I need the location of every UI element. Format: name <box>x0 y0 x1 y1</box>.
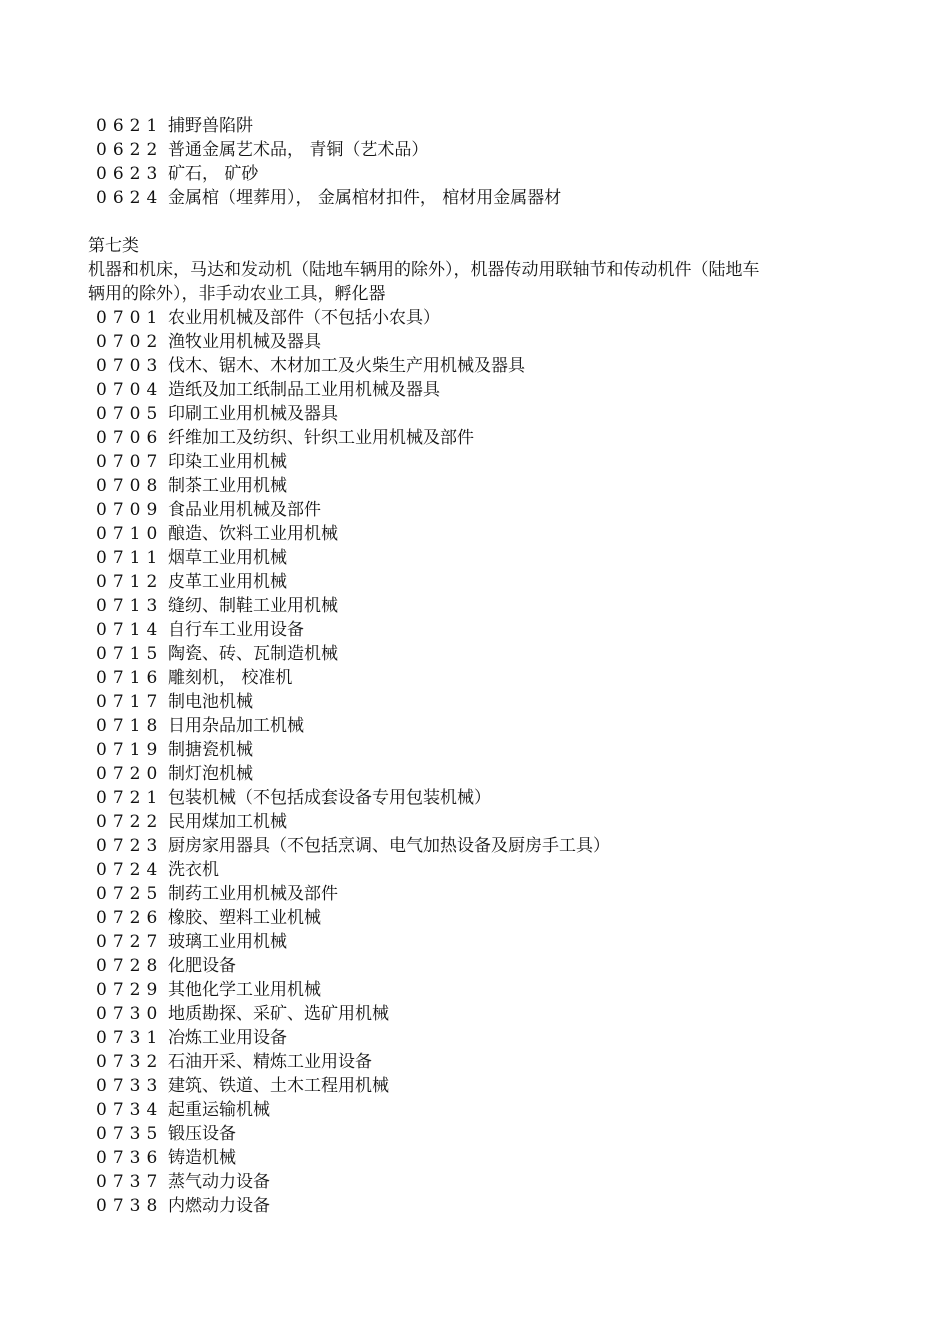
item-code: 0704 <box>96 380 164 400</box>
item-text: 自行车工业用设备 <box>168 620 304 640</box>
item-code: 0715 <box>96 644 164 664</box>
list-item <box>88 498 868 522</box>
list-item <box>88 1026 868 1050</box>
item-text: 食品业用机械及部件 <box>168 500 321 520</box>
list-item <box>88 354 868 378</box>
item-code: 0733 <box>96 1076 164 1096</box>
list-item <box>88 714 868 738</box>
list-item <box>88 378 868 402</box>
item-code: 0701 <box>96 308 164 328</box>
item-text: 酿造、饮料工业用机械 <box>168 524 338 544</box>
item-text: 橡胶、塑料工业机械 <box>168 908 321 928</box>
class-item-list <box>88 306 868 1218</box>
list-item <box>88 474 868 498</box>
list-item <box>88 1122 868 1146</box>
item-text: 石油开采、精炼工业用设备 <box>168 1052 372 1072</box>
item-code: 0723 <box>96 836 164 856</box>
item-code: 0732 <box>96 1052 164 1072</box>
list-item <box>88 786 868 810</box>
list-item <box>88 1098 868 1122</box>
item-text: 制搪瓷机械 <box>168 740 253 760</box>
list-item <box>88 1074 868 1098</box>
item-code: 0718 <box>96 716 164 736</box>
item-text: 玻璃工业用机械 <box>168 932 287 952</box>
list-item <box>88 882 868 906</box>
list-item <box>88 978 868 1002</box>
item-text: 地质勘探、采矿、选矿用机械 <box>168 1004 389 1024</box>
class-seven-section <box>88 234 868 1218</box>
item-text: 铸造机械 <box>168 1148 236 1168</box>
list-item <box>88 162 868 186</box>
item-code: 0737 <box>96 1172 164 1192</box>
item-code: 0623 <box>96 164 164 184</box>
item-text: 厨房家用器具（不包括烹调、电气加热设备及厨房手工具） <box>168 836 610 856</box>
item-text: 印染工业用机械 <box>168 452 287 472</box>
item-code: 0725 <box>96 884 164 904</box>
list-item <box>88 306 868 330</box>
item-code: 0738 <box>96 1196 164 1216</box>
item-text: 雕刻机， 校准机 <box>168 668 293 688</box>
item-text: 农业用机械及部件（不包括小农具） <box>168 308 440 328</box>
item-text: 普通金属艺术品， 青铜（艺术品） <box>168 140 429 160</box>
item-code: 0730 <box>96 1004 164 1024</box>
item-text: 日用杂品加工机械 <box>168 716 304 736</box>
item-code: 0624 <box>96 188 164 208</box>
list-item <box>88 930 868 954</box>
item-code: 0709 <box>96 500 164 520</box>
item-code: 0722 <box>96 812 164 832</box>
item-text: 冶炼工业用设备 <box>168 1028 287 1048</box>
item-text: 内燃动力设备 <box>168 1196 270 1216</box>
item-code: 0712 <box>96 572 164 592</box>
item-text: 造纸及加工纸制品工业用机械及器具 <box>168 380 440 400</box>
item-text: 渔牧业用机械及器具 <box>168 332 321 352</box>
list-item <box>88 402 868 426</box>
item-code: 0729 <box>96 980 164 1000</box>
item-code: 0716 <box>96 668 164 688</box>
item-code: 0705 <box>96 404 164 424</box>
item-code: 0706 <box>96 428 164 448</box>
list-item <box>88 858 868 882</box>
item-text: 民用煤加工机械 <box>168 812 287 832</box>
previous-class-items <box>88 114 868 210</box>
item-code: 0707 <box>96 452 164 472</box>
item-text: 烟草工业用机械 <box>168 548 287 568</box>
list-item <box>88 738 868 762</box>
item-code: 0714 <box>96 620 164 640</box>
item-text: 捕野兽陷阱 <box>168 116 253 136</box>
item-code: 0703 <box>96 356 164 376</box>
list-item <box>88 594 868 618</box>
item-code: 0736 <box>96 1148 164 1168</box>
item-code: 0708 <box>96 476 164 496</box>
list-item <box>88 642 868 666</box>
list-item <box>88 1002 868 1026</box>
item-text: 金属棺（埋葬用）， 金属棺材扣件， 棺材用金属器材 <box>168 188 562 208</box>
item-text: 锻压设备 <box>168 1124 236 1144</box>
item-text: 制电池机械 <box>168 692 253 712</box>
list-item <box>88 114 868 138</box>
list-item <box>88 522 868 546</box>
class-description-line-2: 辆用的除外），非手动农业工具，孵化器 <box>88 284 386 304</box>
list-item <box>88 1050 868 1074</box>
item-code: 0710 <box>96 524 164 544</box>
item-text: 洗衣机 <box>168 860 219 880</box>
item-text: 皮革工业用机械 <box>168 572 287 592</box>
item-code: 0735 <box>96 1124 164 1144</box>
item-text: 起重运输机械 <box>168 1100 270 1120</box>
list-item <box>88 330 868 354</box>
list-item <box>88 138 868 162</box>
list-item <box>88 762 868 786</box>
item-code: 0726 <box>96 908 164 928</box>
list-item <box>88 954 868 978</box>
item-code: 0720 <box>96 764 164 784</box>
item-text: 印刷工业用机械及器具 <box>168 404 338 424</box>
list-item <box>88 666 868 690</box>
class-description-line-1: 机器和机床，马达和发动机（陆地车辆用的除外），机器传动用联轴节和传动机件（陆地车 <box>88 260 760 280</box>
list-item <box>88 1146 868 1170</box>
item-code: 0713 <box>96 596 164 616</box>
item-text: 其他化学工业用机械 <box>168 980 321 1000</box>
list-item <box>88 1194 868 1218</box>
list-item <box>88 570 868 594</box>
list-item <box>88 810 868 834</box>
list-item <box>88 546 868 570</box>
item-text: 陶瓷、砖、瓦制造机械 <box>168 644 338 664</box>
item-text: 建筑、铁道、土木工程用机械 <box>168 1076 389 1096</box>
item-code: 0702 <box>96 332 164 352</box>
item-code: 0731 <box>96 1028 164 1048</box>
item-text: 矿石， 矿砂 <box>168 164 259 184</box>
item-code: 0724 <box>96 860 164 880</box>
item-text: 制灯泡机械 <box>168 764 253 784</box>
list-item <box>88 186 868 210</box>
list-item <box>88 618 868 642</box>
item-text: 制茶工业用机械 <box>168 476 287 496</box>
list-item <box>88 450 868 474</box>
item-code: 0711 <box>96 548 164 568</box>
item-code: 0728 <box>96 956 164 976</box>
list-item <box>88 690 868 714</box>
item-code: 0727 <box>96 932 164 952</box>
item-text: 蒸气动力设备 <box>168 1172 270 1192</box>
item-text: 化肥设备 <box>168 956 236 976</box>
item-text: 包装机械（不包括成套设备专用包装机械） <box>168 788 491 808</box>
item-code: 0621 <box>96 116 164 136</box>
list-item <box>88 426 868 450</box>
item-code: 0622 <box>96 140 164 160</box>
list-item <box>88 906 868 930</box>
item-code: 0717 <box>96 692 164 712</box>
list-item <box>88 834 868 858</box>
item-text: 伐木、锯木、木材加工及火柴生产用机械及器具 <box>168 356 525 376</box>
item-code: 0719 <box>96 740 164 760</box>
item-code: 0734 <box>96 1100 164 1120</box>
list-item <box>88 1170 868 1194</box>
item-code: 0721 <box>96 788 164 808</box>
class-heading: 第七类 <box>88 236 139 256</box>
item-text: 制药工业用机械及部件 <box>168 884 338 904</box>
item-text: 纤维加工及纺织、针织工业用机械及部件 <box>168 428 474 448</box>
item-text: 缝纫、制鞋工业用机械 <box>168 596 338 616</box>
